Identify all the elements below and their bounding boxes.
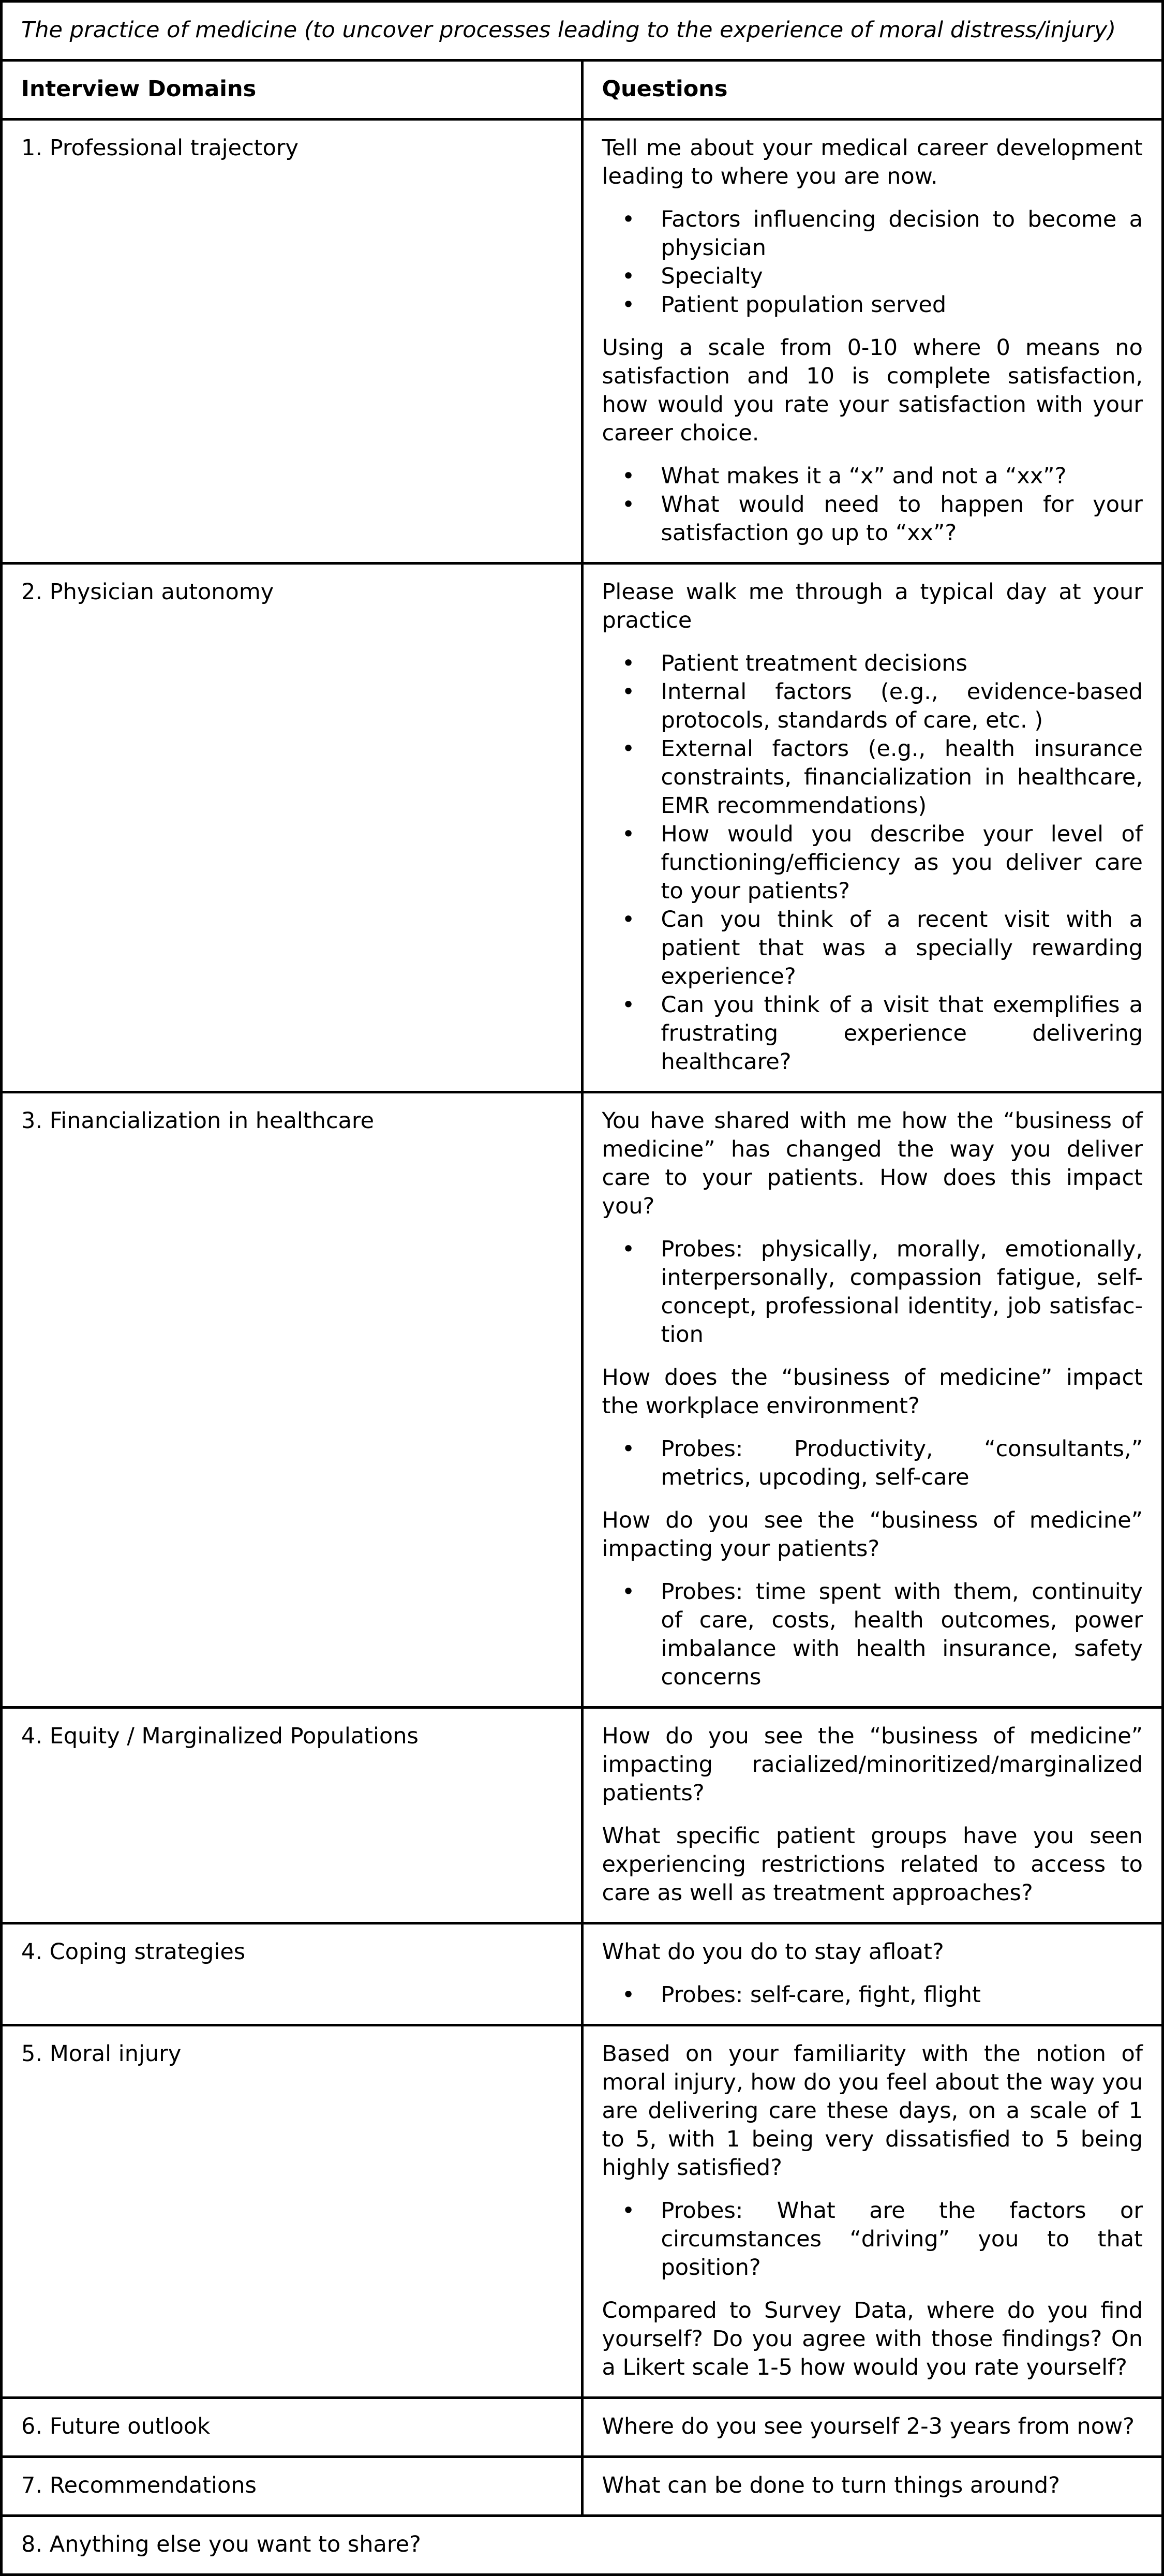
questions-cell: [582, 1092, 1163, 1708]
domain-cell: 4. Coping strategies: [2, 1923, 583, 2025]
probe-text: Factors influencing decision to become a physician: [661, 206, 1143, 261]
domain-cell: 2. Physician autonomy: [2, 564, 583, 1092]
bullet-icon: •: [621, 679, 635, 705]
probe-text: Internal factors (e.g., evidence-based protocols, standards of care, etc. ): [661, 679, 1143, 733]
question-text: Where do you see yourself 2-3 years from now?: [602, 2414, 1135, 2439]
questions-cell: [582, 2398, 1163, 2457]
bullet-icon: •: [621, 992, 635, 1018]
probe-list-item: [621, 462, 1143, 491]
probe-list: [602, 649, 1143, 1076]
probe-list: [602, 1435, 1143, 1492]
bullet-icon: •: [621, 206, 635, 232]
domain-cell: 4. Equity / Marginalized Populations: [2, 1708, 583, 1923]
probe-list-item: [621, 1235, 1143, 1349]
bullet-icon: •: [621, 1982, 635, 2008]
table-title-row: [2, 2, 1163, 61]
questions-cell: [582, 1708, 1163, 1923]
bullet-icon: •: [621, 650, 635, 676]
table-footer-row: [2, 2516, 1163, 2575]
domain-cell: 1. Professional trajectory: [2, 120, 583, 564]
question-text: What do you do to stay afloat?: [602, 1939, 944, 1965]
probe-list-item: [621, 735, 1143, 820]
probe-list-item: [621, 991, 1143, 1076]
probe-text: How would you describe your level of functioning/efficiency as you deliver care to your patients?: [661, 821, 1143, 904]
probe-list-item: [621, 291, 1143, 319]
probe-text: External factors (e.g., health insurance constraints, financialization in healthcare, EMR recommendations): [661, 736, 1143, 819]
bullet-icon: •: [621, 2198, 635, 2224]
table-row: [2, 2398, 1163, 2457]
table-row: [2, 2457, 1163, 2516]
domain-cell: 7. Recommendations: [2, 2457, 583, 2516]
question-text: Based on your familiarity with the notion of moral injury, how do you feel about the way you are delivering care these days, on a scale of 1 to 5, with 1 being very dissatisfied to 5 being highly satisfied?: [602, 2041, 1143, 2181]
question-text: How does the “business of medicine” impact the workplace environment?: [602, 1365, 1143, 1419]
question-text: How do you see the “business of medicine” impacting your patients?: [602, 1507, 1143, 1562]
probe-list-item: [621, 1981, 1143, 2009]
bullet-icon: •: [621, 907, 635, 932]
bullet-icon: •: [621, 1579, 635, 1605]
questions-cell: [582, 2457, 1163, 2516]
probe-text: Can you think of a recent visit with a patient that was a specially rewarding experience?: [661, 907, 1143, 989]
probe-text: Patient population served: [661, 292, 947, 318]
probe-list: [602, 1578, 1143, 1692]
bullet-icon: •: [621, 736, 635, 762]
bullet-icon: •: [621, 492, 635, 517]
probe-text: Specialty: [661, 263, 763, 289]
probe-text: What makes it a “x” and not a “xx”?: [661, 463, 1067, 489]
probe-list: [602, 1981, 1143, 2009]
questions-cell: [582, 564, 1163, 1092]
probe-text: Probes: Productivity, “consultants,” metrics, upcoding, self-care: [661, 1436, 1143, 1490]
question-text: You have shared with me how the “business of medicine” has changed the way you deliver care to your patients. How does this impact you?: [602, 1108, 1143, 1219]
probe-text: Probes: time spent with them, continuity of care, costs, health outcomes, power imbalance with health insurance, safety concerns: [661, 1579, 1143, 1690]
bullet-icon: •: [621, 821, 635, 847]
probe-list: [602, 2197, 1143, 2282]
table-row: [2, 1923, 1163, 2025]
table-row: [2, 2025, 1163, 2398]
table-row: [2, 1708, 1163, 1923]
probe-list-item: [621, 1578, 1143, 1692]
bullet-icon: •: [621, 292, 635, 318]
bullet-icon: •: [621, 1436, 635, 1462]
probe-list: [602, 205, 1143, 319]
question-text: What specific patient groups have you seen experiencing restrictions related to access to care as well as treatment approaches?: [602, 1823, 1143, 1906]
table-row: [2, 564, 1163, 1092]
probe-text: Patient treatment decisions: [661, 650, 967, 676]
probe-list-item: [621, 649, 1143, 678]
questions-cell: [582, 120, 1163, 564]
domain-cell: 6. Future outlook: [2, 2398, 583, 2457]
probe-list-item: [621, 1435, 1143, 1492]
table-row: [2, 120, 1163, 564]
closing-question: 8. Anything else you want to share?: [2, 2516, 1163, 2575]
probe-text: Probes: What are the factors or circumstances “driving” you to that position?: [661, 2198, 1143, 2281]
column-header-domains: Interview Domains: [2, 61, 583, 120]
domain-cell: 5. Moral injury: [2, 2025, 583, 2398]
bullet-icon: •: [621, 463, 635, 489]
question-text: Please walk me through a typical day at your practice: [602, 579, 1143, 633]
probe-list: [602, 1235, 1143, 1349]
probe-text: Can you think of a visit that exemplifies a frustrating experience delivering healthcare?: [661, 992, 1143, 1075]
table-title: The practice of medicine (to uncover processes leading to the experience of moral distress/injury): [2, 2, 1163, 61]
bullet-icon: •: [621, 263, 635, 289]
question-text: How do you see the “business of medicine” impacting racialized/minoritized/marginalized patients?: [602, 1723, 1143, 1806]
probe-list-item: [621, 491, 1143, 547]
table-header-row: [2, 61, 1163, 120]
probe-list-item: [621, 262, 1143, 291]
probe-list-item: [621, 820, 1143, 906]
probe-text: What would need to happen for your satisfaction go up to “xx”?: [661, 492, 1143, 546]
questions-cell: [582, 1923, 1163, 2025]
probe-list-item: [621, 678, 1143, 735]
question-text: What can be done to turn things around?: [602, 2473, 1060, 2498]
question-text: Compared to Survey Data, where do you find yourself? Do you agree with those findings? On a Likert scale 1-5 how would you rate yourself?: [602, 2298, 1143, 2380]
probe-text: Probes: self-care, fight, flight: [661, 1982, 981, 2008]
bullet-icon: •: [621, 1236, 635, 1262]
questions-cell: [582, 2025, 1163, 2398]
column-header-questions: Questions: [582, 61, 1163, 120]
domain-cell: 3. Financialization in healthcare: [2, 1092, 583, 1708]
probe-list-item: [621, 205, 1143, 262]
table-row: [2, 1092, 1163, 1708]
probe-list-item: [621, 2197, 1143, 2282]
probe-list-item: [621, 906, 1143, 991]
probe-text: Probes: physically, morally, emotionally, interpersonally, compassion fatigue, self-concept, professional identity, job satisfaction: [661, 1236, 1143, 1348]
probe-list: [602, 462, 1143, 547]
table-body: [2, 2, 1163, 2575]
question-text: Using a scale from 0-10 where 0 means no satisfaction and 10 is complete satisfaction, how would you rate your satisfaction with your career choice.: [602, 335, 1143, 446]
question-text: Tell me about your medical career development leading to where you are now.: [602, 135, 1143, 189]
